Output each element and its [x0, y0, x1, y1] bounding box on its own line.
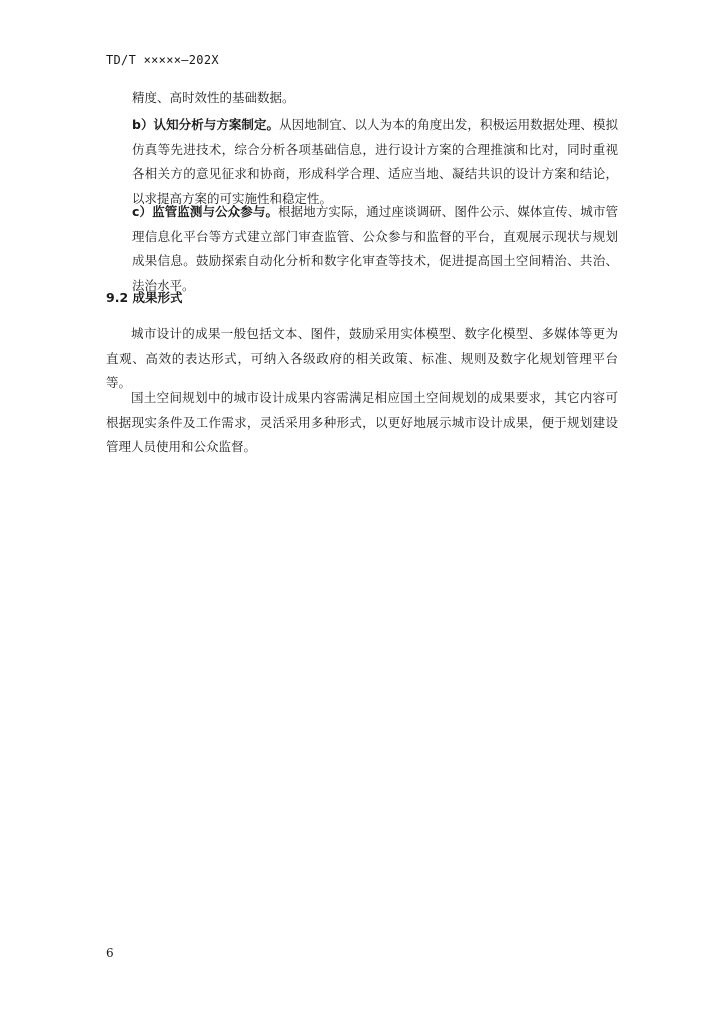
page-number: 6 — [106, 946, 114, 960]
list-item-b — [132, 113, 618, 211]
section-heading: 9.2 成果形式 — [106, 290, 183, 305]
list-item-c — [132, 200, 618, 298]
list-item-b-text: 从因地制宜、以人为本的角度出发，积极运用数据处理、模拟仿真等先进技术，综合分析各项基础信息，进行设计方案的合理推演和比对，同时重视各相关方的意见征求和协商，形成科学合理、适应当地、凝结共识的设计方案和结论，以求提高方案的可实施性和稳定性。 — [132, 117, 618, 206]
continued-paragraph: 精度、高时效性的基础数据。 — [132, 90, 295, 105]
body-paragraph-1: 城市设计的成果一般包括文本、图件，鼓励采用实体模型、数字化模型、多媒体等更为直观、高效的表达形式，可纳入各级政府的相关政策、标准、规则及数字化规划管理平台等。 — [106, 326, 618, 390]
body-paragraph-2: 国土空间规划中的城市设计成果内容需满足相应国土空间规划的成果要求，其它内容可根据现实条件及工作需求，灵活采用多种形式，以更好地展示城市设计成果，便于规划建设管理人员使用和公众监督。 — [106, 390, 618, 454]
list-item-c-text: 根据地方实际，通过座谈调研、图件公示、媒体宣传、城市管理信息化平台等方式建立部门审查监管、公众参与和监督的平台，直观展示现状与规划成果信息。鼓励探索自动化分析和数字化审查等技术，促进提高国土空间精治、共治、法治水平。 — [132, 204, 618, 293]
list-item-b-lead: b）认知分析与方案制定。 — [132, 117, 280, 132]
list-item-c-lead: c）监管监测与公众参与。 — [132, 204, 279, 219]
document-code-header: TD/T ×××××—202X — [106, 53, 219, 67]
